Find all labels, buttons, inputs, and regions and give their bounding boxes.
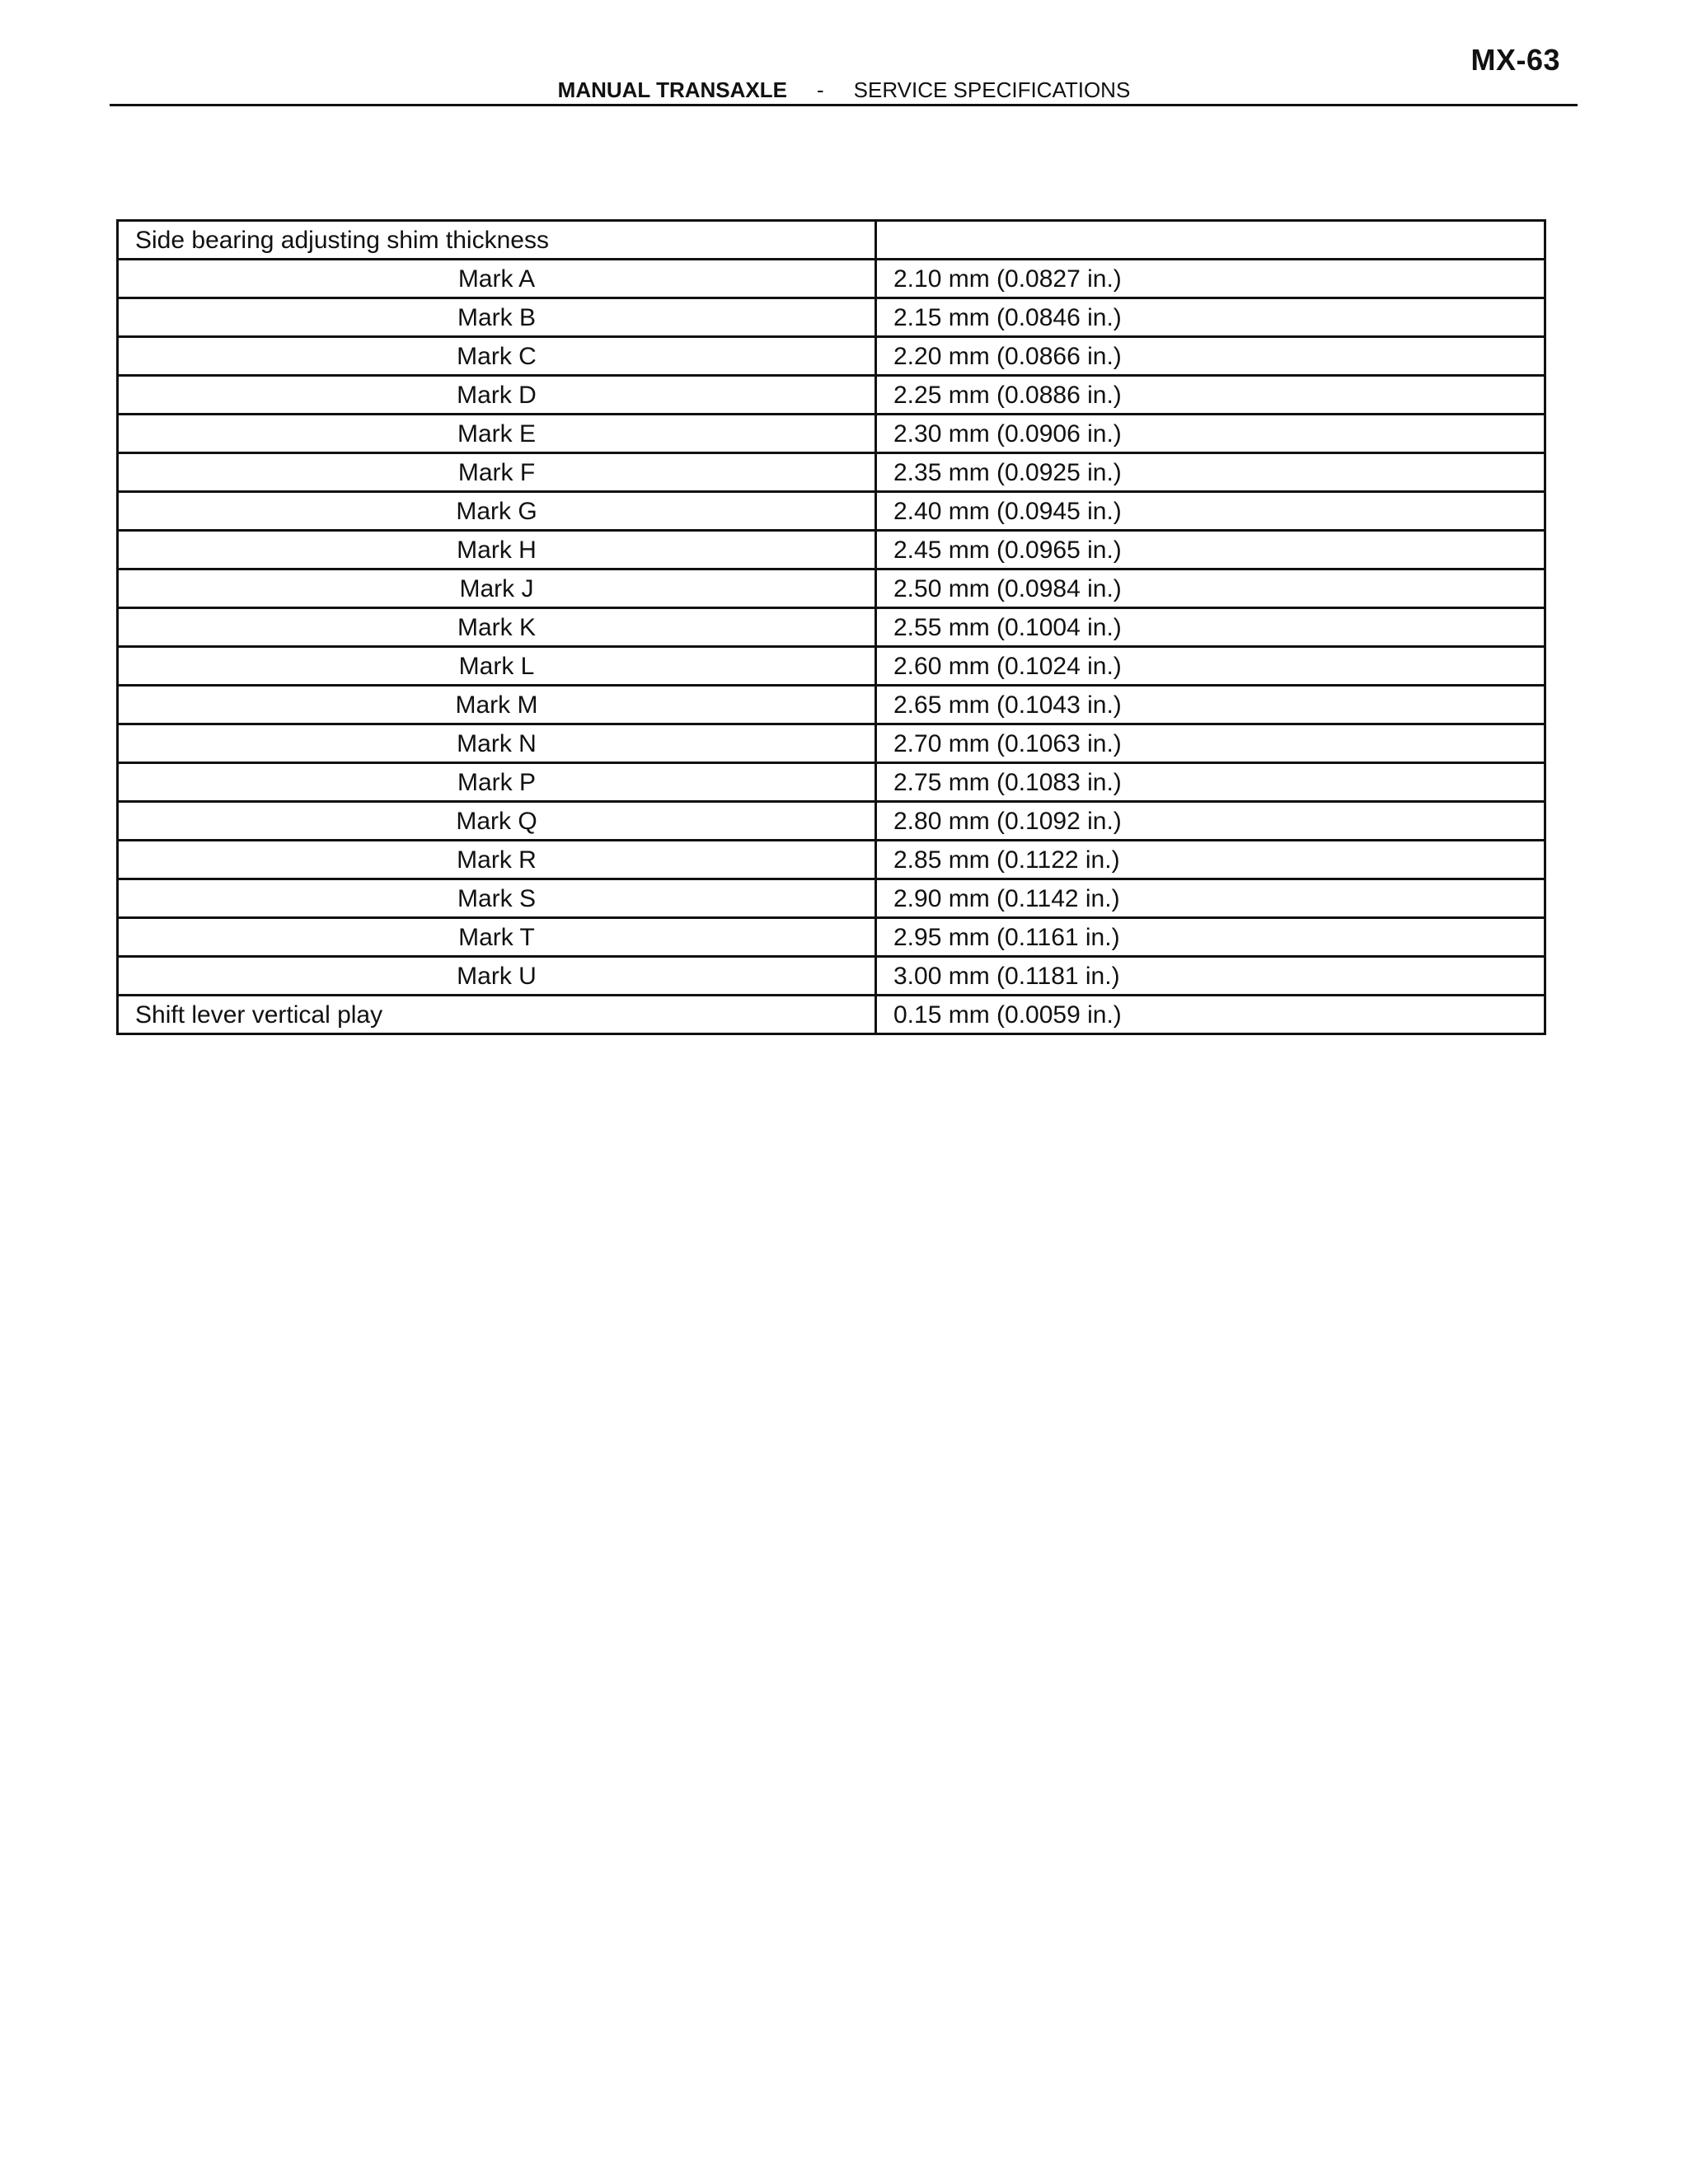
mark-value: 2.65 mm (0.1043 in.) bbox=[876, 686, 1545, 724]
mark-label: Mark E bbox=[118, 415, 876, 453]
table-row bbox=[118, 337, 1545, 376]
mark-label: Mark B bbox=[118, 298, 876, 337]
mark-value: 2.85 mm (0.1122 in.) bbox=[876, 841, 1545, 879]
mark-value: 2.25 mm (0.0886 in.) bbox=[876, 376, 1545, 415]
mark-value: 2.40 mm (0.0945 in.) bbox=[876, 492, 1545, 531]
table-row bbox=[118, 260, 1545, 298]
mark-value: 2.55 mm (0.1004 in.) bbox=[876, 608, 1545, 647]
table-row bbox=[118, 298, 1545, 337]
table-row bbox=[118, 957, 1545, 996]
table-row bbox=[118, 647, 1545, 686]
mark-label: Mark M bbox=[118, 686, 876, 724]
mark-label: Mark S bbox=[118, 879, 876, 918]
table-row bbox=[118, 531, 1545, 569]
table-row bbox=[118, 763, 1545, 802]
mark-value: 2.30 mm (0.0906 in.) bbox=[876, 415, 1545, 453]
spec-table bbox=[116, 219, 1546, 1035]
mark-label: Mark N bbox=[118, 724, 876, 763]
table-row bbox=[118, 569, 1545, 608]
mark-value: 2.80 mm (0.1092 in.) bbox=[876, 802, 1545, 841]
mark-label: Mark L bbox=[118, 647, 876, 686]
table-row bbox=[118, 221, 1545, 260]
mark-value: 2.35 mm (0.0925 in.) bbox=[876, 453, 1545, 492]
table-row bbox=[118, 453, 1545, 492]
mark-value: 2.70 mm (0.1063 in.) bbox=[876, 724, 1545, 763]
mark-value: 2.10 mm (0.0827 in.) bbox=[876, 260, 1545, 298]
table-row bbox=[118, 724, 1545, 763]
mark-label: Mark C bbox=[118, 337, 876, 376]
header-separator: - bbox=[816, 77, 824, 102]
table-row bbox=[118, 608, 1545, 647]
mark-label: Mark P bbox=[118, 763, 876, 802]
group-value bbox=[876, 221, 1545, 260]
table-row bbox=[118, 415, 1545, 453]
table-row bbox=[118, 686, 1545, 724]
mark-label: Mark K bbox=[118, 608, 876, 647]
mark-label: Mark H bbox=[118, 531, 876, 569]
mark-value: 3.00 mm (0.1181 in.) bbox=[876, 957, 1545, 996]
shift-lever-value: 0.15 mm (0.0059 in.) bbox=[876, 996, 1545, 1034]
mark-label: Mark A bbox=[118, 260, 876, 298]
page-header bbox=[0, 76, 1688, 104]
mark-value: 2.20 mm (0.0866 in.) bbox=[876, 337, 1545, 376]
subsection-title: SERVICE SPECIFICATIONS bbox=[853, 77, 1131, 102]
mark-value: 2.15 mm (0.0846 in.) bbox=[876, 298, 1545, 337]
mark-label: Mark J bbox=[118, 569, 876, 608]
mark-label: Mark D bbox=[118, 376, 876, 415]
mark-label: Mark U bbox=[118, 957, 876, 996]
mark-value: 2.95 mm (0.1161 in.) bbox=[876, 918, 1545, 957]
table-row bbox=[118, 996, 1545, 1034]
section-title: MANUAL TRANSAXLE bbox=[557, 77, 787, 102]
mark-value: 2.50 mm (0.0984 in.) bbox=[876, 569, 1545, 608]
mark-label: Mark R bbox=[118, 841, 876, 879]
mark-value: 2.90 mm (0.1142 in.) bbox=[876, 879, 1545, 918]
table-row bbox=[118, 376, 1545, 415]
mark-label: Mark T bbox=[118, 918, 876, 957]
table-row bbox=[118, 918, 1545, 957]
table-row bbox=[118, 879, 1545, 918]
table-row bbox=[118, 841, 1545, 879]
header-rule bbox=[110, 104, 1578, 106]
shift-lever-label: Shift lever vertical play bbox=[118, 996, 876, 1034]
group-label: Side bearing adjusting shim thickness bbox=[118, 221, 876, 260]
mark-value: 2.60 mm (0.1024 in.) bbox=[876, 647, 1545, 686]
mark-value: 2.45 mm (0.0965 in.) bbox=[876, 531, 1545, 569]
mark-label: Mark G bbox=[118, 492, 876, 531]
table-row bbox=[118, 802, 1545, 841]
table-row bbox=[118, 492, 1545, 531]
mark-value: 2.75 mm (0.1083 in.) bbox=[876, 763, 1545, 802]
page-number: MX-63 bbox=[1470, 43, 1560, 77]
mark-label: Mark F bbox=[118, 453, 876, 492]
mark-label: Mark Q bbox=[118, 802, 876, 841]
